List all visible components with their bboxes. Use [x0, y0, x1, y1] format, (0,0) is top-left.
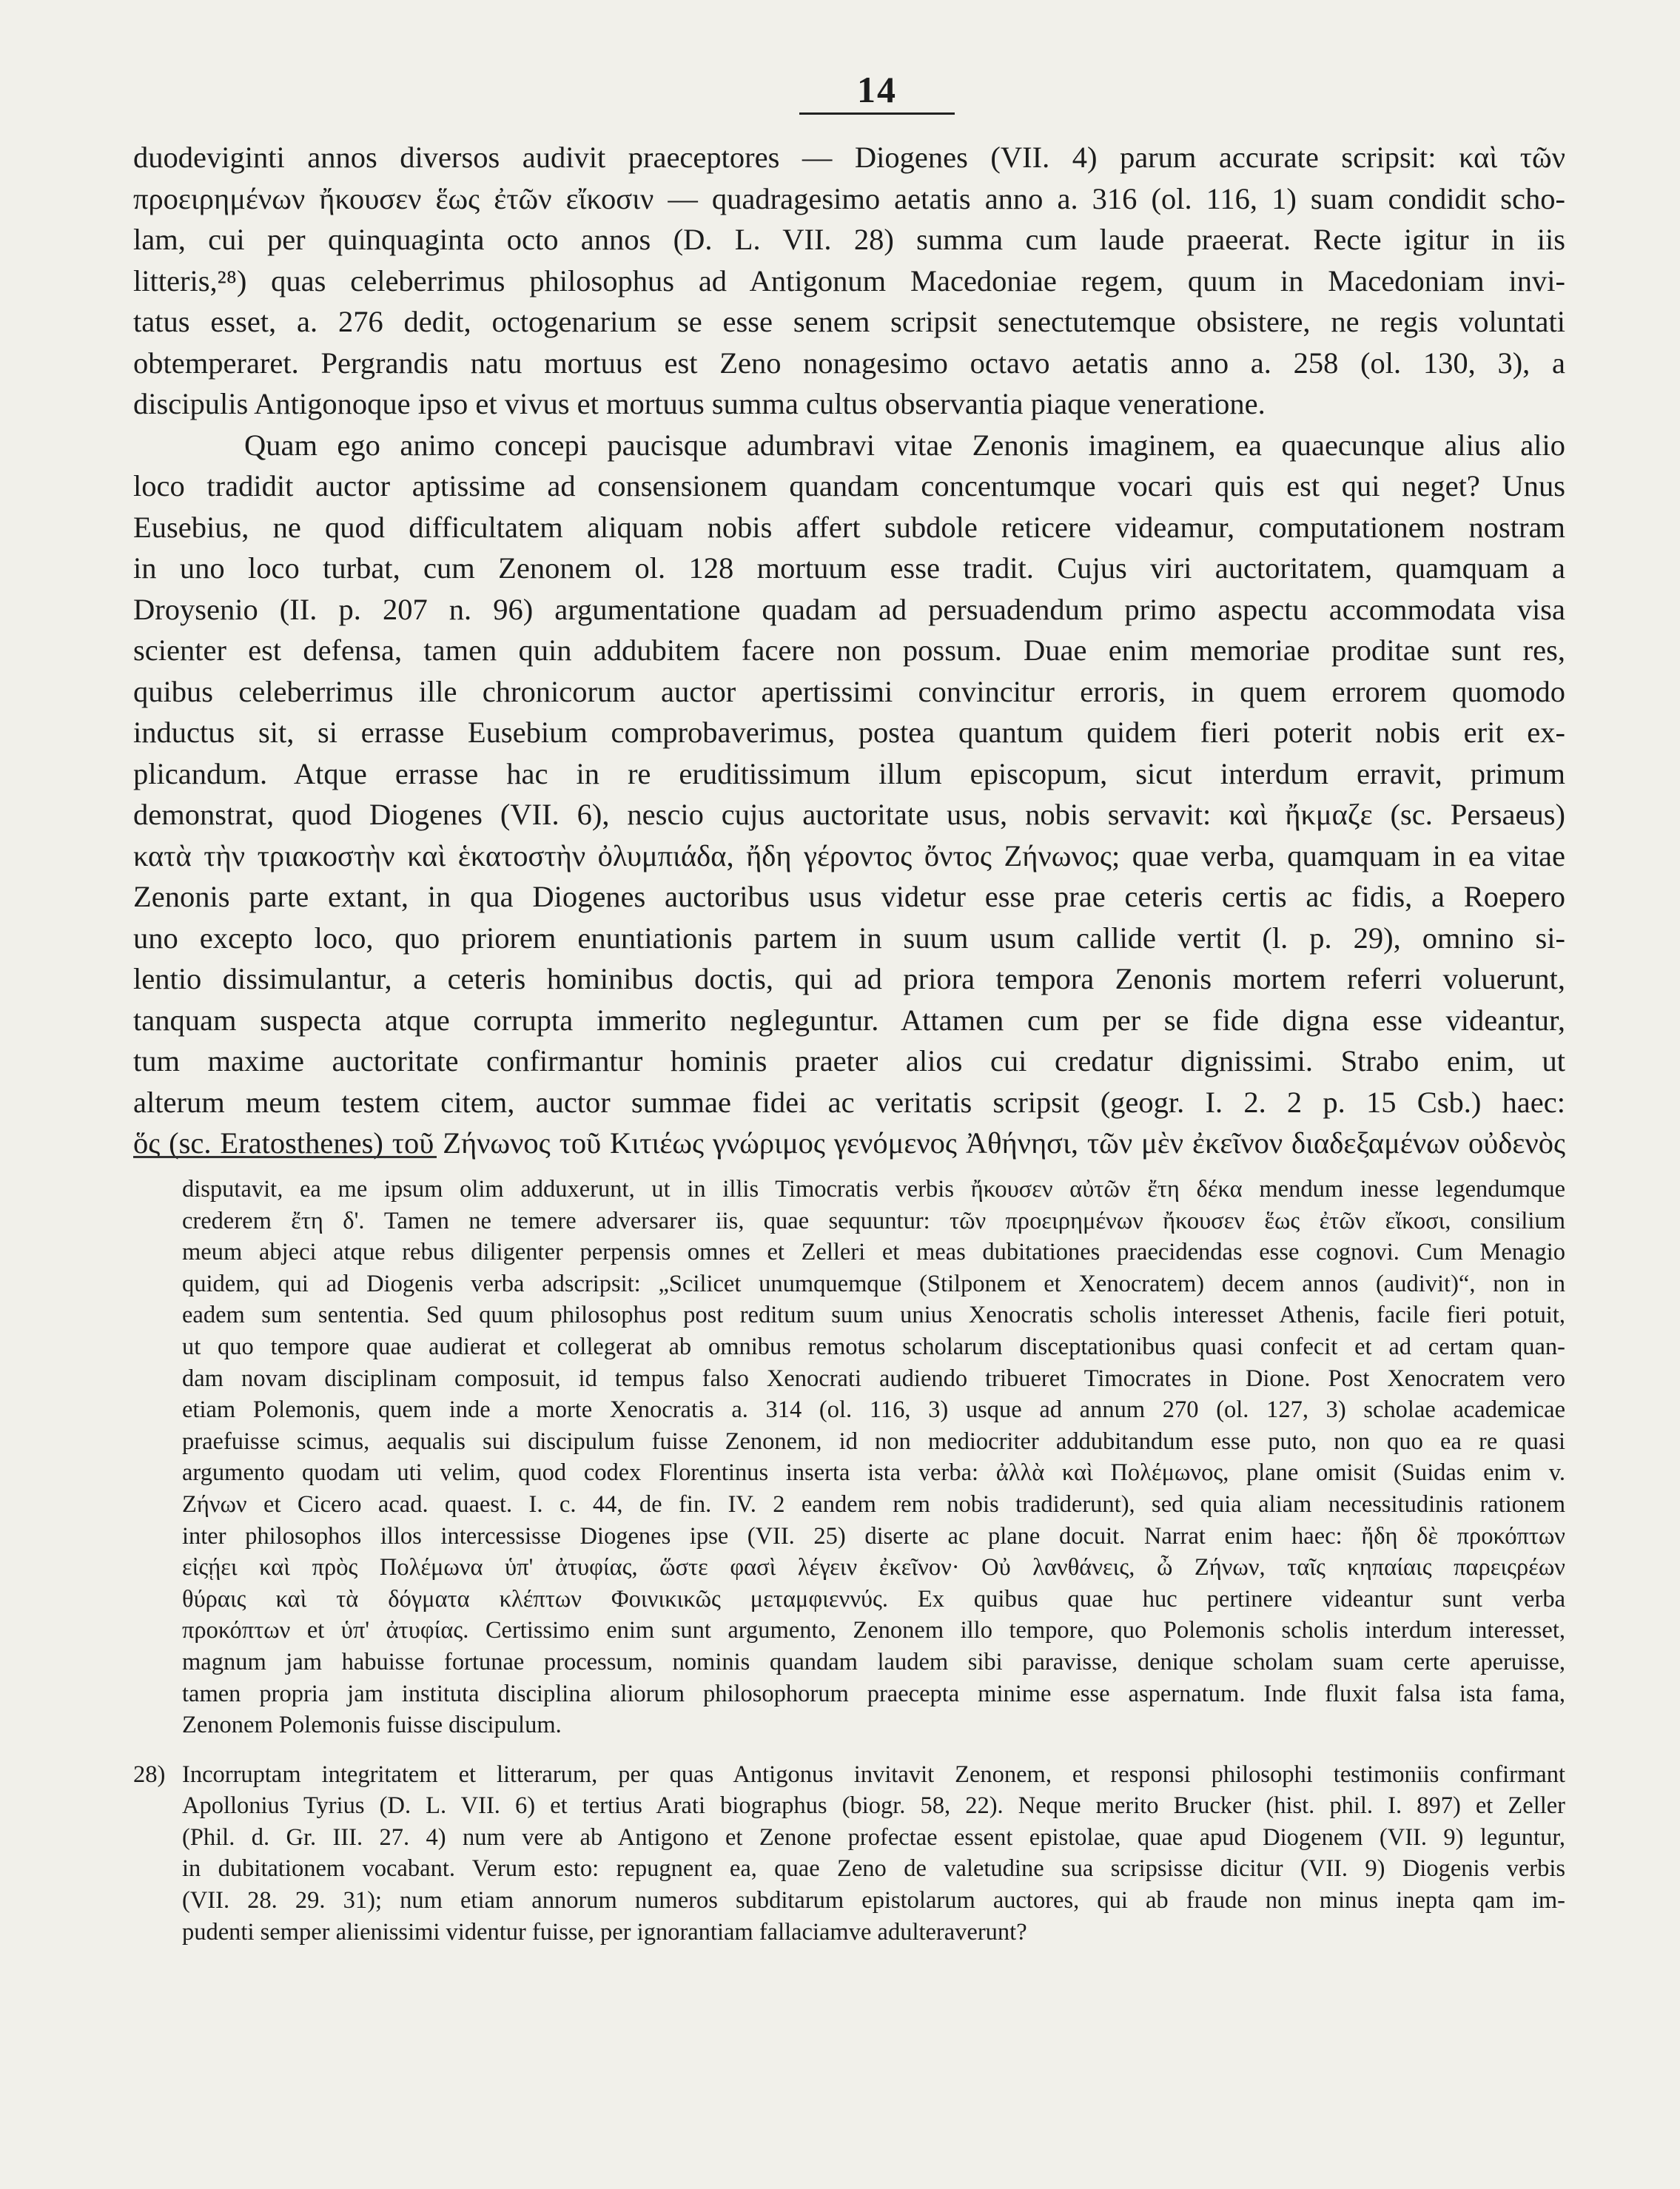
footnote-line: προκόπτων et ὑπ' ἀτυφίας. Certissimo enim sunt argumento, Zenonem illo tempore, quo Polemonis scholis interdum interesset, [182, 1617, 1565, 1644]
footnote-line: Ζήνων et Cicero acad. quaest. I. c. 44, de fin. IV. 2 eandem rem nobis tradiderunt), sed quia aliam necessitudinis rationem [182, 1490, 1565, 1518]
footnotes [133, 1174, 1565, 1948]
footnote-text: Incorruptam integritatem et litterarum, per quas Antigonus invitavit Zenonem, et responsi philosophi testimoniis confirmant [182, 1761, 1565, 1788]
main-text [133, 137, 1565, 1164]
text-line: loco tradidit auctor aptissime ad consensionem quandam concentumque vocari quis est qui neget? Unus [133, 469, 1565, 502]
paragraph-start-line: Quam ego animo concepi paucisque adumbravi vitae Zenonis imaginem, ea quaecunque alius alio [244, 428, 1565, 462]
text-line: tanquam suspecta atque corrupta immerito negleguntur. Attamen cum per se fide digna esse videantur, [133, 1003, 1565, 1037]
footnote-line: magnum jam habuisse fortunae processum, nominis quandam laudem sibi paravisse, denique scholam suam certe aperuisse, [182, 1648, 1565, 1675]
footnote-line: disputavit, ea me ipsum olim adduxerunt, ut in illis Timocratis verbis ἤκουσεν αὐτῶν ἔτη δέκα mendum inesse legendumque [182, 1176, 1565, 1203]
footnote-line: pudenti semper alienissimi videntur fuisse, per ignorantiam fallaciamve adulteraverunt? [182, 1918, 1027, 1946]
footnote-line: etiam Polemonis, quem inde a morte Xenocratis a. 314 (ol. 116, 3) usque ad annum 270 (ol. 127, 3) scholae academicae [182, 1396, 1565, 1424]
footnote-line: praefuisse scimus, aequalis sui discipulum fuisse Zenonem, id non mediocriter addubitandum esse puto, non quo ea re quasi [182, 1428, 1565, 1455]
footnote-line: Zenonem Polemonis fuisse discipulum. [182, 1712, 562, 1739]
text-line: inductus sit, si errasse Eusebium comprobaverimus, postea quantum quidem fieri poterit nobis erit ex- [133, 716, 1565, 749]
footnote-line: eadem sum sententia. Sed quum philosophus post reditum suum unius Xenocratis scholis interesset Athenis, facile fieri potuit, [182, 1302, 1565, 1329]
footnote-line: εἰςῄει καὶ πρὸς Πολέμωνα ὑπ' ἀτυφίας, ὥστε φασὶ λέγειν ἐκεῖνον· Οὐ λανθάνεις, ὦ Ζήνων, ταῖς κηπαίαις παρειςρέων [182, 1554, 1565, 1581]
text-line: ὅς (sc. Eratosthenes) τοῦ Ζήνωνος τοῦ Κιτιέως γνώριμος γενόμενος Ἀθήνησι, τῶν μὲν ἐκεῖνον διαδεξαμένων οὐδενὸς [133, 1126, 1565, 1160]
text-line: tum maxime auctoritate confirmantur hominis praeter alios cui credatur dignissimi. Strabo enim, ut [133, 1044, 1565, 1077]
text-line: Zenonis parte extant, in qua Diogenes auctoribus usus videtur esse prae ceteris certis ac fidis, a Roepero [133, 880, 1565, 913]
footnote-separator [133, 1156, 437, 1158]
footnote-line: θύραις καὶ τὰ δόγματα κλέπτων Φοινικικῶς μεταμφιεννύς. Ex quibus quae huc pertinere videantur sunt verba [182, 1585, 1565, 1613]
text-line: demonstrat, quod Diogenes (VII. 6), nescio cujus auctoritate usus, nobis servavit: καὶ ἤκμαζε (sc. Persaeus) [133, 798, 1565, 831]
text-line: tatus esset, a. 276 dedit, octogenarium se esse senem scripsit senectutemque obsistere, ne regis voluntati [133, 305, 1565, 338]
footnote-line: tamen propria jam instituta disciplina aliorum philosophorum praecepta minime esse aspernatum. Inde fluxit falsa ista fama, [182, 1680, 1565, 1707]
text-line: κατὰ τὴν τριακοστὴν καὶ ἑκατοστὴν ὀλυμπιάδα, ἤδη γέροντος ὄντος Ζήνωνος; quae verba, quamquam in ea vitae [133, 838, 1565, 872]
footnote-line: dam novam disciplinam composuit, id tempus falso Xenocrati audiendo tribueret Timocrates in Dione. Post Xenocratem vero [182, 1365, 1565, 1392]
footnote-line: inter philosophos illos intercessisse Diogenes ipse (VII. 25) diserte ac plane docuit. Narrat enim haec: ἤδη δὲ προκόπτων [182, 1522, 1565, 1550]
text-line: Droysenio (II. p. 207 n. 96) argumentatione quadam ad persuadendum primo aspectu accommodata visa [133, 592, 1565, 626]
text-line: uno excepto loco, quo priorem enuntiationis partem in suum usum callide vertit (l. p. 29), omnino si- [133, 921, 1565, 955]
text-line: duodeviginti annos diversos audivit praeceptores — Diogenes (VII. 4) parum accurate scripsit: καὶ τῶν [133, 141, 1565, 174]
text-line: litteris,²⁸) quas celeberrimus philosophus ad Antigonum Macedoniae regem, quum in Macedoniam invi- [133, 263, 1565, 297]
footnote-line: (VII. 28. 29. 31); num etiam annorum numeros subditarum epistolarum auctores, qui ab fraude non minus inepta qam im- [182, 1887, 1565, 1914]
text-line: in uno loco turbat, cum Zenonem ol. 128 mortuum esse tradit. Cujus viri auctoritatem, quamquam a [133, 551, 1565, 585]
footnote-line: argumento quodam uti velim, quod codex Florentinus inserta ista verba: ἀλλὰ καὶ Πολέμωνος, plane omisit (Suidas enim v. [182, 1459, 1565, 1487]
footnote-28-line [133, 1759, 1565, 1791]
text-line: Eusebius, ne quod difficultatem aliquam nobis affert subdole reticere videamur, computationem nostram [133, 510, 1565, 544]
text-line: obtemperaret. Pergrandis natu mortuus est Zeno nonagesimo octavo aetatis anno a. 258 (ol. 130, 3), a [133, 346, 1565, 380]
footnote-line: in dubitationem vocabant. Verum esto: repugnent ea, quae Zeno de valetudine sua scripsisse dicitur (VII. 9) Diogenis verbis [182, 1855, 1565, 1883]
text-line: προειρημένων ἤκουσεν ἕως ἐτῶν εἴκοσιν — quadragesimo aetatis anno a. 316 (ol. 116, 1) suam condidit scho- [133, 181, 1565, 215]
text-line: alterum meum testem citem, auctor summae fidei ac veritatis scripsit (geogr. I. 2. 2 p. 15 Csb.) haec: [133, 1085, 1565, 1119]
text-line: lam, cui per quinquaginta octo annos (D. L. VII. 28) summa cum laude praeerat. Recte igitur in iis [133, 223, 1565, 256]
footnote-line: crederem ἔτη δ'. Tamen ne temere adversarer iis, quae sequuntur: τῶν προειρημένων ἤκουσεν ἕως ἐτῶν εἴκοσι, consilium [182, 1207, 1565, 1234]
footnote-number: 28) [133, 1761, 166, 1788]
footnote-line: meum abjeci atque rebus diligenter perpensis omnes et Zelleri et meas dubitationes praecidendas esse cognovi. Cum Menagio [182, 1239, 1565, 1266]
text-line: scienter est defensa, tamen quin addubitem facere non possum. Duae enim memoriae proditae sunt res, [133, 633, 1565, 667]
text-line: lentio dissimulantur, a ceteris hominibus doctis, qui ad priora tempora Zenonis mortem referri voluerunt, [133, 962, 1565, 995]
footnote-line: (Phil. d. Gr. III. 27. 4) num vere ab Antigono et Zenone profectae essent epistolae, quae apud Diogenem (VII. 9) leguntur, [182, 1823, 1565, 1851]
text-line: plicandum. Atque errasse hac in re eruditissimum illum episcopum, sicut interdum erravit, primum [133, 756, 1565, 790]
text-line: discipulis Antigonoque ipso et vivus et mortuus summa cultus observantia piaque veneratione. [133, 387, 1266, 420]
text-line: quibus celeberrimus ille chronicorum auctor apertissimi convincitur erroris, in quem errorem quomodo [133, 674, 1565, 708]
footnote-line: ut quo tempore quae audierat et collegerat ab omnibus remotus scholarum disceptationibus quasi confecit et ad certam quan- [182, 1333, 1565, 1360]
footnote-line: Apollonius Tyrius (D. L. VII. 6) et tertius Arati biographus (biogr. 58, 22). Neque merito Brucker (hist. phil. I. 897) et Zeller [182, 1792, 1565, 1820]
page-number: 14 [799, 68, 955, 115]
footnote-line: quidem, qui ad Diogenis verba adscripsit: „Scilicet unumquemque (Stilponem et Xenocratem) decem annos (audivit)“, non in [182, 1270, 1565, 1297]
